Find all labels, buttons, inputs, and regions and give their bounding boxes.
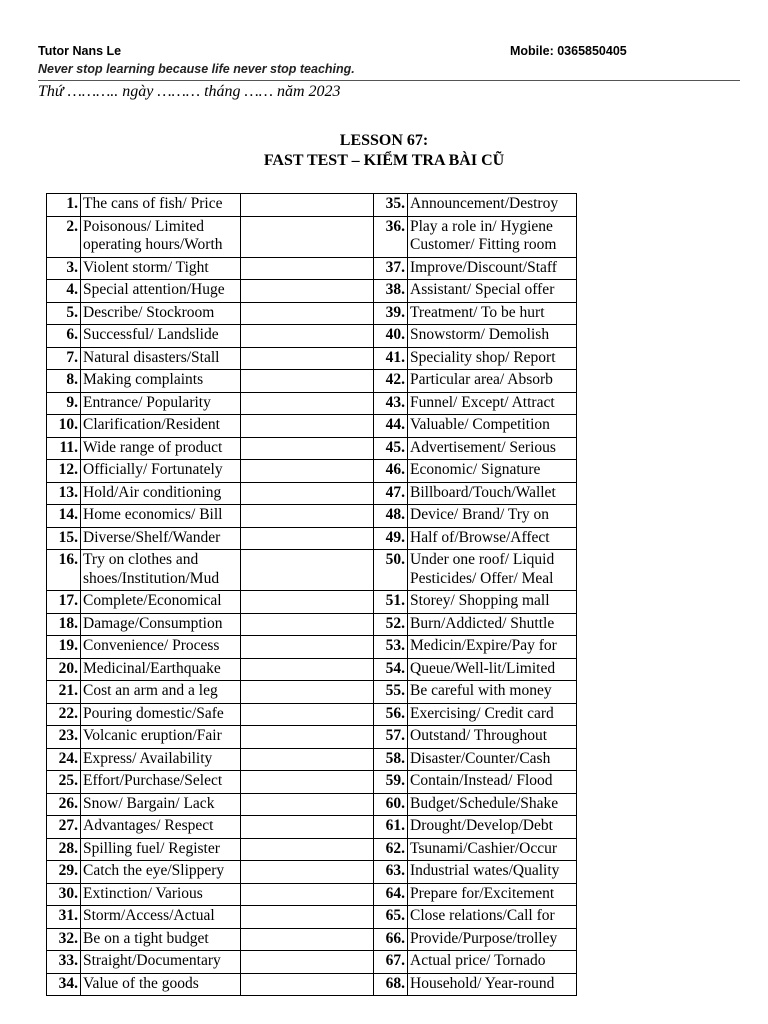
item-number: 10. bbox=[47, 415, 81, 438]
item-words bbox=[408, 550, 577, 591]
item-words bbox=[81, 861, 241, 884]
item-words bbox=[81, 257, 241, 280]
table-row bbox=[47, 392, 577, 415]
word-line: Play a role in/ Hygiene bbox=[410, 217, 553, 235]
word-line: Close relations/Call for bbox=[410, 907, 555, 924]
answer-cell bbox=[241, 636, 374, 659]
item-number: 50. bbox=[374, 550, 408, 591]
table-row bbox=[47, 681, 577, 704]
item-words bbox=[81, 636, 241, 659]
answer-cell bbox=[241, 973, 374, 996]
table-row bbox=[47, 816, 577, 839]
table-row bbox=[47, 280, 577, 303]
word-line: Successful/ Landslide bbox=[83, 326, 219, 343]
item-words bbox=[408, 703, 577, 726]
word-line: Actual price/ Tornado bbox=[410, 952, 546, 969]
item-words bbox=[81, 392, 241, 415]
item-words bbox=[81, 325, 241, 348]
item-number: 38. bbox=[374, 280, 408, 303]
item-number: 17. bbox=[47, 591, 81, 614]
item-number: 11. bbox=[47, 437, 81, 460]
item-words bbox=[408, 347, 577, 370]
item-words bbox=[81, 906, 241, 929]
item-number: 63. bbox=[374, 861, 408, 884]
item-words bbox=[408, 280, 577, 303]
word-line: Billboard/Touch/Wallet bbox=[410, 483, 556, 501]
word-line: Damage/Consumption bbox=[83, 614, 223, 632]
item-number: 19. bbox=[47, 636, 81, 659]
word-line: Spilling fuel/ Register bbox=[83, 839, 220, 857]
word-line: Special attention/Huge bbox=[83, 281, 225, 298]
table-row bbox=[47, 748, 577, 771]
word-line: Home economics/ Bill bbox=[83, 506, 223, 523]
answer-cell bbox=[241, 906, 374, 929]
item-number: 31. bbox=[47, 906, 81, 929]
item-number: 53. bbox=[374, 636, 408, 659]
item-words bbox=[81, 194, 241, 217]
item-number: 7. bbox=[47, 347, 81, 370]
item-number: 66. bbox=[374, 928, 408, 951]
word-line: Assistant/ Special offer bbox=[410, 281, 555, 298]
item-words bbox=[81, 928, 241, 951]
answer-cell bbox=[241, 257, 374, 280]
word-line: Prepare for/Excitement bbox=[410, 884, 555, 902]
item-number: 9. bbox=[47, 392, 81, 415]
table-row bbox=[47, 906, 577, 929]
answer-cell bbox=[241, 726, 374, 749]
table-row bbox=[47, 550, 577, 591]
item-words bbox=[408, 928, 577, 951]
item-words bbox=[408, 591, 577, 614]
word-line: Drought/Develop/Debt bbox=[410, 817, 553, 834]
word-line: Storey/ Shopping mall bbox=[410, 592, 550, 609]
answer-cell bbox=[241, 302, 374, 325]
item-number: 58. bbox=[374, 748, 408, 771]
item-number: 37. bbox=[374, 257, 408, 280]
item-words bbox=[81, 613, 241, 636]
item-words bbox=[81, 216, 241, 257]
word-line: The cans of fish/ Price bbox=[83, 195, 223, 212]
item-number: 65. bbox=[374, 906, 408, 929]
item-words bbox=[81, 703, 241, 726]
item-words bbox=[81, 681, 241, 704]
table-row bbox=[47, 302, 577, 325]
table-row bbox=[47, 527, 577, 550]
word-line: Medicin/Expire/Pay for bbox=[410, 637, 557, 654]
item-words bbox=[81, 302, 241, 325]
word-line: Hold/Air conditioning bbox=[83, 483, 222, 501]
answer-cell bbox=[241, 928, 374, 951]
answer-cell bbox=[241, 861, 374, 884]
item-number: 46. bbox=[374, 460, 408, 483]
item-words bbox=[408, 415, 577, 438]
answer-cell bbox=[241, 437, 374, 460]
item-words bbox=[408, 527, 577, 550]
table-row bbox=[47, 591, 577, 614]
item-words bbox=[81, 460, 241, 483]
item-number: 60. bbox=[374, 793, 408, 816]
vocab-table-body bbox=[47, 194, 577, 996]
table-row bbox=[47, 726, 577, 749]
item-words bbox=[81, 771, 241, 794]
word-line: Extinction/ Various bbox=[83, 884, 203, 902]
item-number: 42. bbox=[374, 370, 408, 393]
item-words bbox=[81, 505, 241, 528]
table-row bbox=[47, 928, 577, 951]
word-line: Express/ Availability bbox=[83, 749, 213, 767]
word-line: Budget/Schedule/Shake bbox=[410, 794, 559, 812]
item-number: 18. bbox=[47, 613, 81, 636]
item-words bbox=[408, 681, 577, 704]
item-number: 52. bbox=[374, 613, 408, 636]
word-line: Complete/Economical bbox=[83, 592, 222, 609]
word-line: Be on a tight budget bbox=[83, 929, 209, 947]
item-words bbox=[408, 325, 577, 348]
item-number: 57. bbox=[374, 726, 408, 749]
item-words bbox=[81, 527, 241, 550]
item-number: 3. bbox=[47, 257, 81, 280]
item-words bbox=[408, 816, 577, 839]
word-line: Cost an arm and a leg bbox=[83, 682, 218, 699]
word-line: Snow/ Bargain/ Lack bbox=[83, 794, 215, 812]
item-number: 12. bbox=[47, 460, 81, 483]
item-words bbox=[408, 726, 577, 749]
item-words bbox=[81, 793, 241, 816]
answer-cell bbox=[241, 658, 374, 681]
tutor-mobile: Mobile: 0365850405 bbox=[510, 44, 627, 58]
word-line: Officially/ Fortunately bbox=[83, 461, 223, 478]
table-row bbox=[47, 415, 577, 438]
word-line: Exercising/ Credit card bbox=[410, 704, 554, 722]
vocab-table bbox=[46, 193, 577, 996]
word-line: Entrance/ Popularity bbox=[83, 393, 211, 411]
item-words bbox=[81, 370, 241, 393]
item-number: 36. bbox=[374, 216, 408, 257]
word-line: Economic/ Signature bbox=[410, 461, 541, 478]
item-number: 5. bbox=[47, 302, 81, 325]
word-line: Convenience/ Process bbox=[83, 637, 220, 654]
item-number: 32. bbox=[47, 928, 81, 951]
word-line: Medicinal/Earthquake bbox=[83, 659, 221, 677]
item-number: 45. bbox=[374, 437, 408, 460]
item-words bbox=[408, 257, 577, 280]
word-line: Straight/Documentary bbox=[83, 952, 221, 969]
item-number: 22. bbox=[47, 703, 81, 726]
item-words bbox=[408, 636, 577, 659]
word-line: Funnel/ Except/ Attract bbox=[410, 393, 555, 411]
table-row bbox=[47, 347, 577, 370]
table-row bbox=[47, 973, 577, 996]
word-line: Provide/Purpose/trolley bbox=[410, 929, 558, 947]
answer-cell bbox=[241, 392, 374, 415]
item-words bbox=[408, 613, 577, 636]
answer-cell bbox=[241, 527, 374, 550]
item-number: 2. bbox=[47, 216, 81, 257]
item-words bbox=[408, 748, 577, 771]
word-line: Natural disasters/Stall bbox=[83, 348, 220, 366]
answer-cell bbox=[241, 838, 374, 861]
word-line: Pouring domestic/Safe bbox=[83, 704, 224, 722]
word-line: operating hours/Worth bbox=[83, 236, 223, 253]
item-number: 51. bbox=[374, 591, 408, 614]
word-line: Pesticides/ Offer/ Meal bbox=[410, 569, 554, 587]
word-line: Disaster/Counter/Cash bbox=[410, 749, 551, 767]
item-number: 64. bbox=[374, 883, 408, 906]
item-number: 67. bbox=[374, 951, 408, 974]
answer-cell bbox=[241, 951, 374, 974]
word-line: Storm/Access/Actual bbox=[83, 907, 215, 924]
item-number: 55. bbox=[374, 681, 408, 704]
item-words bbox=[81, 658, 241, 681]
item-words bbox=[81, 437, 241, 460]
word-line: Volcanic eruption/Fair bbox=[83, 727, 222, 744]
item-number: 25. bbox=[47, 771, 81, 794]
table-row bbox=[47, 793, 577, 816]
word-line: Snowstorm/ Demolish bbox=[410, 326, 550, 343]
word-line: Customer/ Fitting room bbox=[410, 236, 557, 253]
word-line: Half of/Browse/Affect bbox=[410, 528, 550, 546]
item-words bbox=[408, 505, 577, 528]
item-number: 1. bbox=[47, 194, 81, 217]
word-line: Value of the goods bbox=[83, 974, 199, 992]
word-line: Effort/Purchase/Select bbox=[83, 772, 223, 789]
item-words bbox=[81, 591, 241, 614]
item-number: 39. bbox=[374, 302, 408, 325]
table-row bbox=[47, 771, 577, 794]
item-number: 28. bbox=[47, 838, 81, 861]
lesson-title: LESSON 67: bbox=[339, 132, 429, 149]
word-line: Wide range of product bbox=[83, 438, 223, 456]
item-number: 21. bbox=[47, 681, 81, 704]
answer-cell bbox=[241, 748, 374, 771]
word-line: Treatment/ To be hurt bbox=[410, 303, 545, 321]
item-number: 29. bbox=[47, 861, 81, 884]
item-number: 41. bbox=[374, 347, 408, 370]
word-line: Device/ Brand/ Try on bbox=[410, 506, 550, 523]
item-words bbox=[408, 392, 577, 415]
item-number: 56. bbox=[374, 703, 408, 726]
table-row bbox=[47, 437, 577, 460]
word-line: Describe/ Stockroom bbox=[83, 303, 215, 321]
item-number: 27. bbox=[47, 816, 81, 839]
item-number: 8. bbox=[47, 370, 81, 393]
date-line: Thứ ……….. ngày ……… tháng …… năm 2023 bbox=[38, 83, 341, 100]
word-line: Outstand/ Throughout bbox=[410, 727, 548, 744]
word-line: Poisonous/ Limited bbox=[83, 217, 204, 235]
item-words bbox=[81, 550, 241, 591]
table-row bbox=[47, 370, 577, 393]
answer-cell bbox=[241, 771, 374, 794]
word-line: Advantages/ Respect bbox=[83, 817, 214, 834]
item-number: 4. bbox=[47, 280, 81, 303]
word-line: Particular area/ Absorb bbox=[410, 371, 553, 388]
item-number: 33. bbox=[47, 951, 81, 974]
item-number: 68. bbox=[374, 973, 408, 996]
answer-cell bbox=[241, 460, 374, 483]
item-words bbox=[81, 838, 241, 861]
item-number: 24. bbox=[47, 748, 81, 771]
table-row bbox=[47, 505, 577, 528]
answer-cell bbox=[241, 370, 374, 393]
lesson-subtitle: FAST TEST – KIỂM TRA BÀI CŨ bbox=[263, 152, 505, 169]
table-row bbox=[47, 883, 577, 906]
table-row bbox=[47, 460, 577, 483]
item-number: 34. bbox=[47, 973, 81, 996]
answer-cell bbox=[241, 415, 374, 438]
motto: Never stop learning because life never stop teaching. bbox=[38, 62, 355, 76]
item-words bbox=[408, 437, 577, 460]
item-number: 23. bbox=[47, 726, 81, 749]
answer-cell bbox=[241, 613, 374, 636]
table-row bbox=[47, 861, 577, 884]
item-words bbox=[408, 883, 577, 906]
item-words bbox=[81, 816, 241, 839]
word-line: Contain/Instead/ Flood bbox=[410, 772, 553, 789]
word-line: Clarification/Resident bbox=[83, 416, 220, 433]
word-line: Improve/Discount/Staff bbox=[410, 258, 557, 276]
item-number: 43. bbox=[374, 392, 408, 415]
answer-cell bbox=[241, 482, 374, 505]
item-words bbox=[408, 302, 577, 325]
word-line: Announcement/Destroy bbox=[410, 195, 559, 212]
answer-cell bbox=[241, 591, 374, 614]
item-number: 16. bbox=[47, 550, 81, 591]
table-row bbox=[47, 325, 577, 348]
item-number: 30. bbox=[47, 883, 81, 906]
answer-cell bbox=[241, 793, 374, 816]
item-words bbox=[81, 951, 241, 974]
word-line: Burn/Addicted/ Shuttle bbox=[410, 614, 555, 632]
item-words bbox=[81, 347, 241, 370]
item-words bbox=[408, 460, 577, 483]
item-number: 61. bbox=[374, 816, 408, 839]
table-row bbox=[47, 658, 577, 681]
word-line: Be careful with money bbox=[410, 682, 552, 699]
item-words bbox=[408, 771, 577, 794]
item-words bbox=[408, 951, 577, 974]
item-number: 49. bbox=[374, 527, 408, 550]
item-number: 15. bbox=[47, 527, 81, 550]
item-number: 62. bbox=[374, 838, 408, 861]
item-words bbox=[408, 482, 577, 505]
item-number: 35. bbox=[374, 194, 408, 217]
word-line: Household/ Year-round bbox=[410, 974, 555, 992]
word-line: shoes/Institution/Mud bbox=[83, 569, 220, 587]
answer-cell bbox=[241, 816, 374, 839]
answer-cell bbox=[241, 703, 374, 726]
table-row bbox=[47, 613, 577, 636]
answer-cell bbox=[241, 216, 374, 257]
word-line: Queue/Well-lit/Limited bbox=[410, 659, 556, 677]
word-line: Under one roof/ Liquid bbox=[410, 551, 555, 568]
answer-cell bbox=[241, 280, 374, 303]
word-line: Diverse/Shelf/Wander bbox=[83, 528, 221, 546]
item-words bbox=[408, 658, 577, 681]
item-number: 20. bbox=[47, 658, 81, 681]
header-divider bbox=[38, 80, 740, 81]
tutor-name: Tutor Nans Le bbox=[38, 44, 122, 58]
item-number: 54. bbox=[374, 658, 408, 681]
item-number: 26. bbox=[47, 793, 81, 816]
answer-cell bbox=[241, 681, 374, 704]
item-number: 44. bbox=[374, 415, 408, 438]
word-line: Violent storm/ Tight bbox=[83, 258, 209, 276]
item-words bbox=[81, 883, 241, 906]
answer-cell bbox=[241, 325, 374, 348]
item-words bbox=[81, 748, 241, 771]
item-number: 14. bbox=[47, 505, 81, 528]
item-number: 40. bbox=[374, 325, 408, 348]
word-line: Industrial wates/Quality bbox=[410, 862, 560, 879]
item-words bbox=[408, 861, 577, 884]
word-line: Advertisement/ Serious bbox=[410, 438, 556, 456]
item-words bbox=[81, 280, 241, 303]
item-words bbox=[81, 415, 241, 438]
item-number: 48. bbox=[374, 505, 408, 528]
item-number: 13. bbox=[47, 482, 81, 505]
item-words bbox=[408, 906, 577, 929]
answer-cell bbox=[241, 347, 374, 370]
item-words bbox=[408, 370, 577, 393]
word-line: Speciality shop/ Report bbox=[410, 348, 556, 366]
answer-cell bbox=[241, 550, 374, 591]
answer-cell bbox=[241, 194, 374, 217]
answer-cell bbox=[241, 883, 374, 906]
item-number: 59. bbox=[374, 771, 408, 794]
item-words bbox=[408, 973, 577, 996]
table-row bbox=[47, 216, 577, 257]
table-row bbox=[47, 194, 577, 217]
item-words bbox=[81, 482, 241, 505]
item-words bbox=[408, 838, 577, 861]
item-words bbox=[81, 973, 241, 996]
word-line: Making complaints bbox=[83, 371, 204, 388]
table-row bbox=[47, 703, 577, 726]
item-words bbox=[408, 793, 577, 816]
table-row bbox=[47, 257, 577, 280]
table-row bbox=[47, 838, 577, 861]
word-line: Valuable/ Competition bbox=[410, 416, 550, 433]
table-row bbox=[47, 636, 577, 659]
item-words bbox=[408, 194, 577, 217]
item-words bbox=[408, 216, 577, 257]
word-line: Try on clothes and bbox=[83, 551, 199, 568]
item-number: 6. bbox=[47, 325, 81, 348]
table-row bbox=[47, 482, 577, 505]
item-words bbox=[81, 726, 241, 749]
word-line: Tsunami/Cashier/Occur bbox=[410, 839, 557, 857]
answer-cell bbox=[241, 505, 374, 528]
item-number: 47. bbox=[374, 482, 408, 505]
word-line: Catch the eye/Slippery bbox=[83, 862, 225, 879]
table-row bbox=[47, 951, 577, 974]
